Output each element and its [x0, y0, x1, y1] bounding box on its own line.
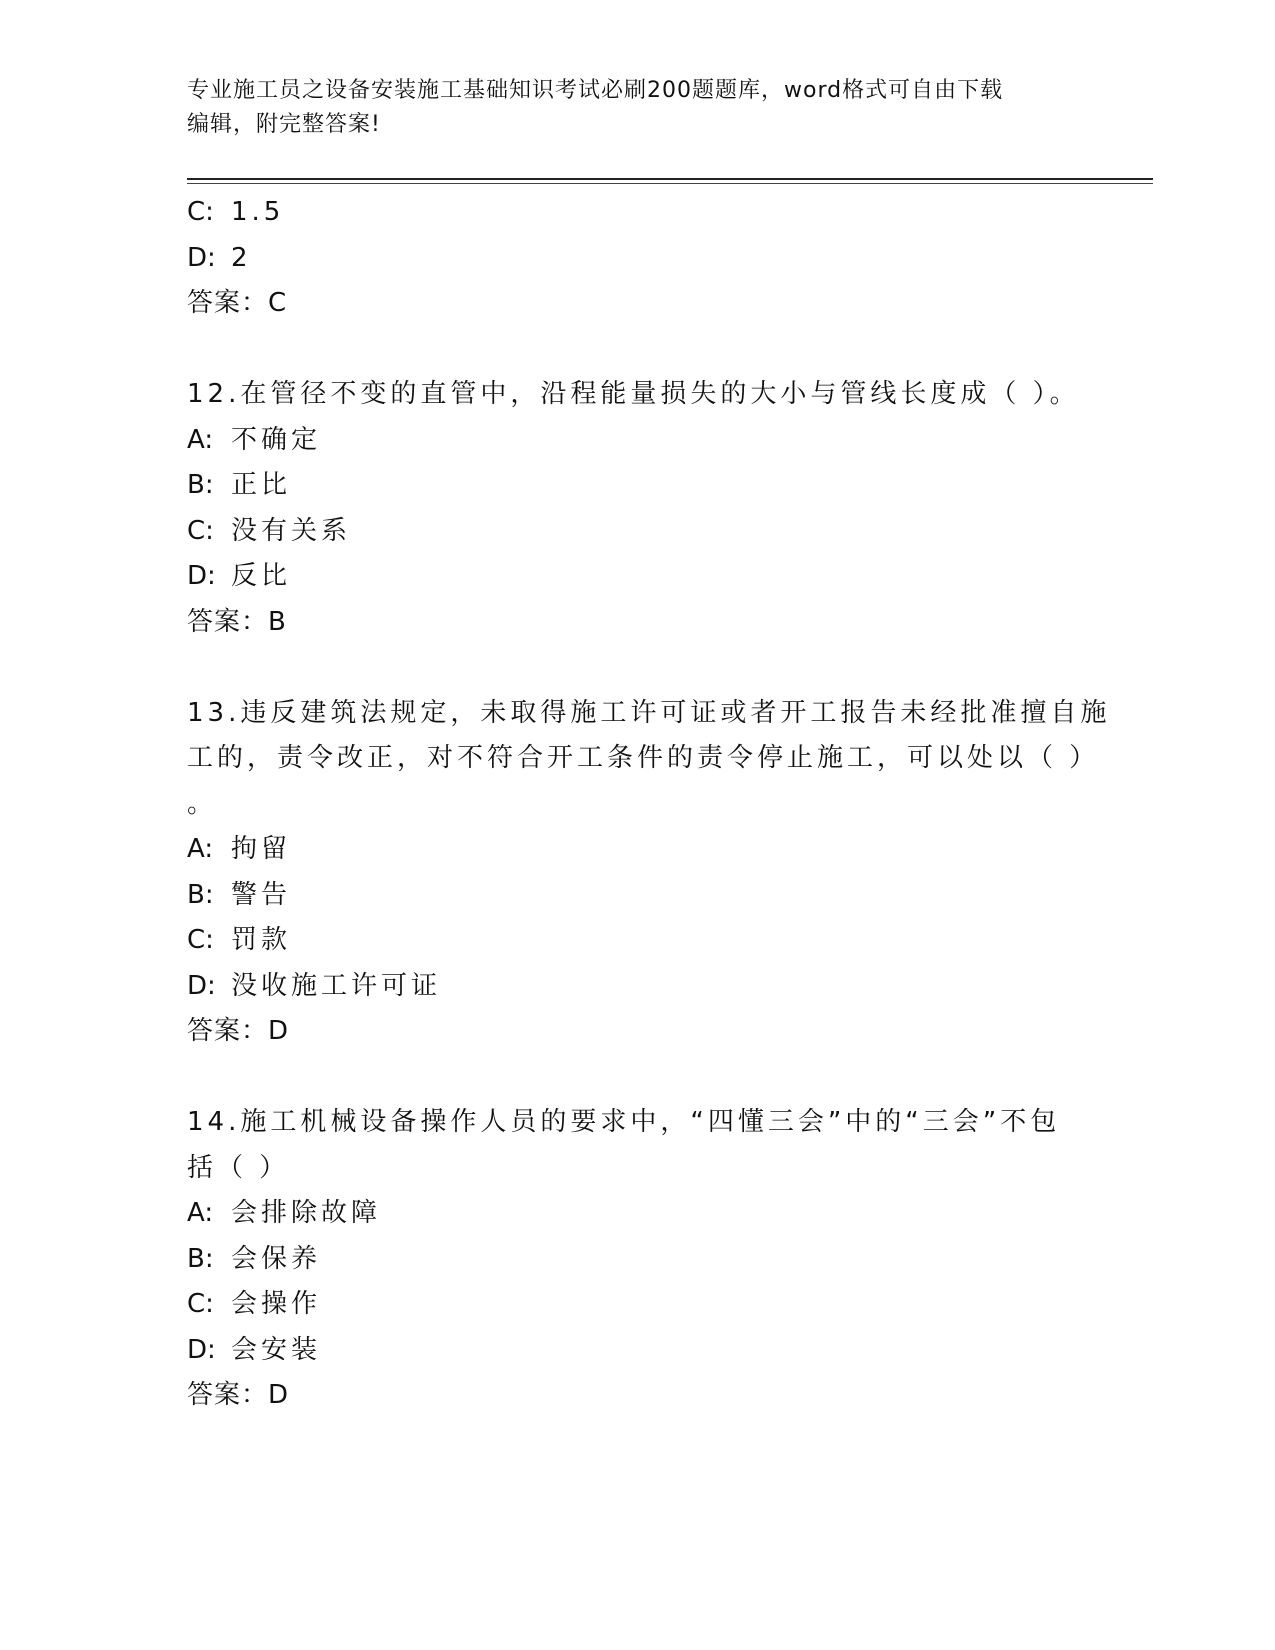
option-item — [187, 236, 1087, 282]
document-header — [187, 74, 1067, 142]
option-text: 会安装 — [231, 1334, 322, 1365]
option-letter: B: — [187, 470, 214, 500]
option-letter: A: — [187, 424, 214, 455]
option-letter: C: — [187, 197, 214, 227]
question-12 — [187, 372, 1087, 645]
option-letter: C: — [187, 1289, 214, 1319]
option-letter: D: — [187, 242, 216, 273]
question-13 — [187, 691, 1111, 1055]
option-letter: D: — [187, 970, 216, 1001]
option-item — [187, 190, 1087, 236]
question-stem-line: 括（ ） — [187, 1152, 290, 1183]
option-letter: A: — [187, 834, 214, 864]
option-item — [187, 1328, 1087, 1374]
option-text: 正比 — [231, 470, 292, 500]
option-text: 会保养 — [231, 1243, 322, 1274]
option-text: 会操作 — [231, 1289, 322, 1319]
option-letter: B: — [187, 1243, 214, 1274]
option-item — [187, 827, 1087, 873]
answer-line: 答案：C — [187, 288, 288, 318]
question-14 — [187, 1100, 1087, 1419]
header-rule-thick — [187, 178, 1153, 180]
answer-line: 答案：D — [187, 1016, 290, 1046]
option-text: 警告 — [231, 879, 292, 910]
option-text: 反比 — [231, 561, 292, 591]
option-item — [187, 873, 1087, 919]
option-text: 没收施工许可证 — [231, 970, 442, 1001]
option-item — [187, 1282, 1087, 1328]
option-item — [187, 463, 1087, 509]
header-rule-thin — [187, 183, 1153, 184]
option-item — [187, 1191, 1087, 1237]
answer-line: 答案：D — [187, 1380, 290, 1410]
spacer — [187, 645, 1087, 691]
option-letter: C: — [187, 925, 214, 955]
option-text: 拘留 — [231, 834, 292, 864]
prev-question — [187, 190, 1087, 327]
option-letter: A: — [187, 1198, 214, 1228]
option-item — [187, 918, 1087, 964]
spacer — [187, 1055, 1087, 1101]
option-item — [187, 509, 1087, 555]
question-stem-line: 12.在管径不变的直管中，沿程能量损失的大小与管线长度成（ ）。 — [187, 379, 1080, 409]
option-letter: D: — [187, 561, 216, 591]
question-stem-line: 。 — [187, 788, 218, 819]
header-title-line-2: 编辑，附完整答案! — [187, 112, 381, 137]
question-content — [187, 190, 1111, 1419]
option-text: 2 — [231, 242, 252, 273]
header-title-line-1: 专业施工员之设备安装施工基础知识考试必刷200题题库，word格式可自由下载 — [187, 78, 1004, 103]
option-item — [187, 554, 1087, 600]
option-text: 1.5 — [231, 197, 285, 227]
question-stem-line: 工的，责令改正，对不符合开工条件的责令停止施工，可以处以（ ） — [187, 743, 1100, 773]
question-stem-line: 14.施工机械设备操作人员的要求中，“四懂三会”中的“三会”不包 — [187, 1107, 1061, 1137]
option-text: 会排除故障 — [231, 1198, 382, 1228]
option-letter: C: — [187, 515, 214, 546]
question-stem-line: 13.违反建筑法规定，未取得施工许可证或者开工报告未经批准擅自施 — [187, 697, 1111, 728]
option-item — [187, 964, 1087, 1010]
option-letter: D: — [187, 1334, 216, 1365]
answer-line: 答案：B — [187, 606, 287, 637]
spacer — [187, 327, 1087, 373]
option-item — [187, 1237, 1087, 1283]
option-text: 罚款 — [231, 925, 292, 955]
option-text: 没有关系 — [231, 515, 352, 546]
option-text: 不确定 — [231, 424, 322, 455]
option-letter: B: — [187, 879, 214, 910]
option-item — [187, 418, 1087, 464]
